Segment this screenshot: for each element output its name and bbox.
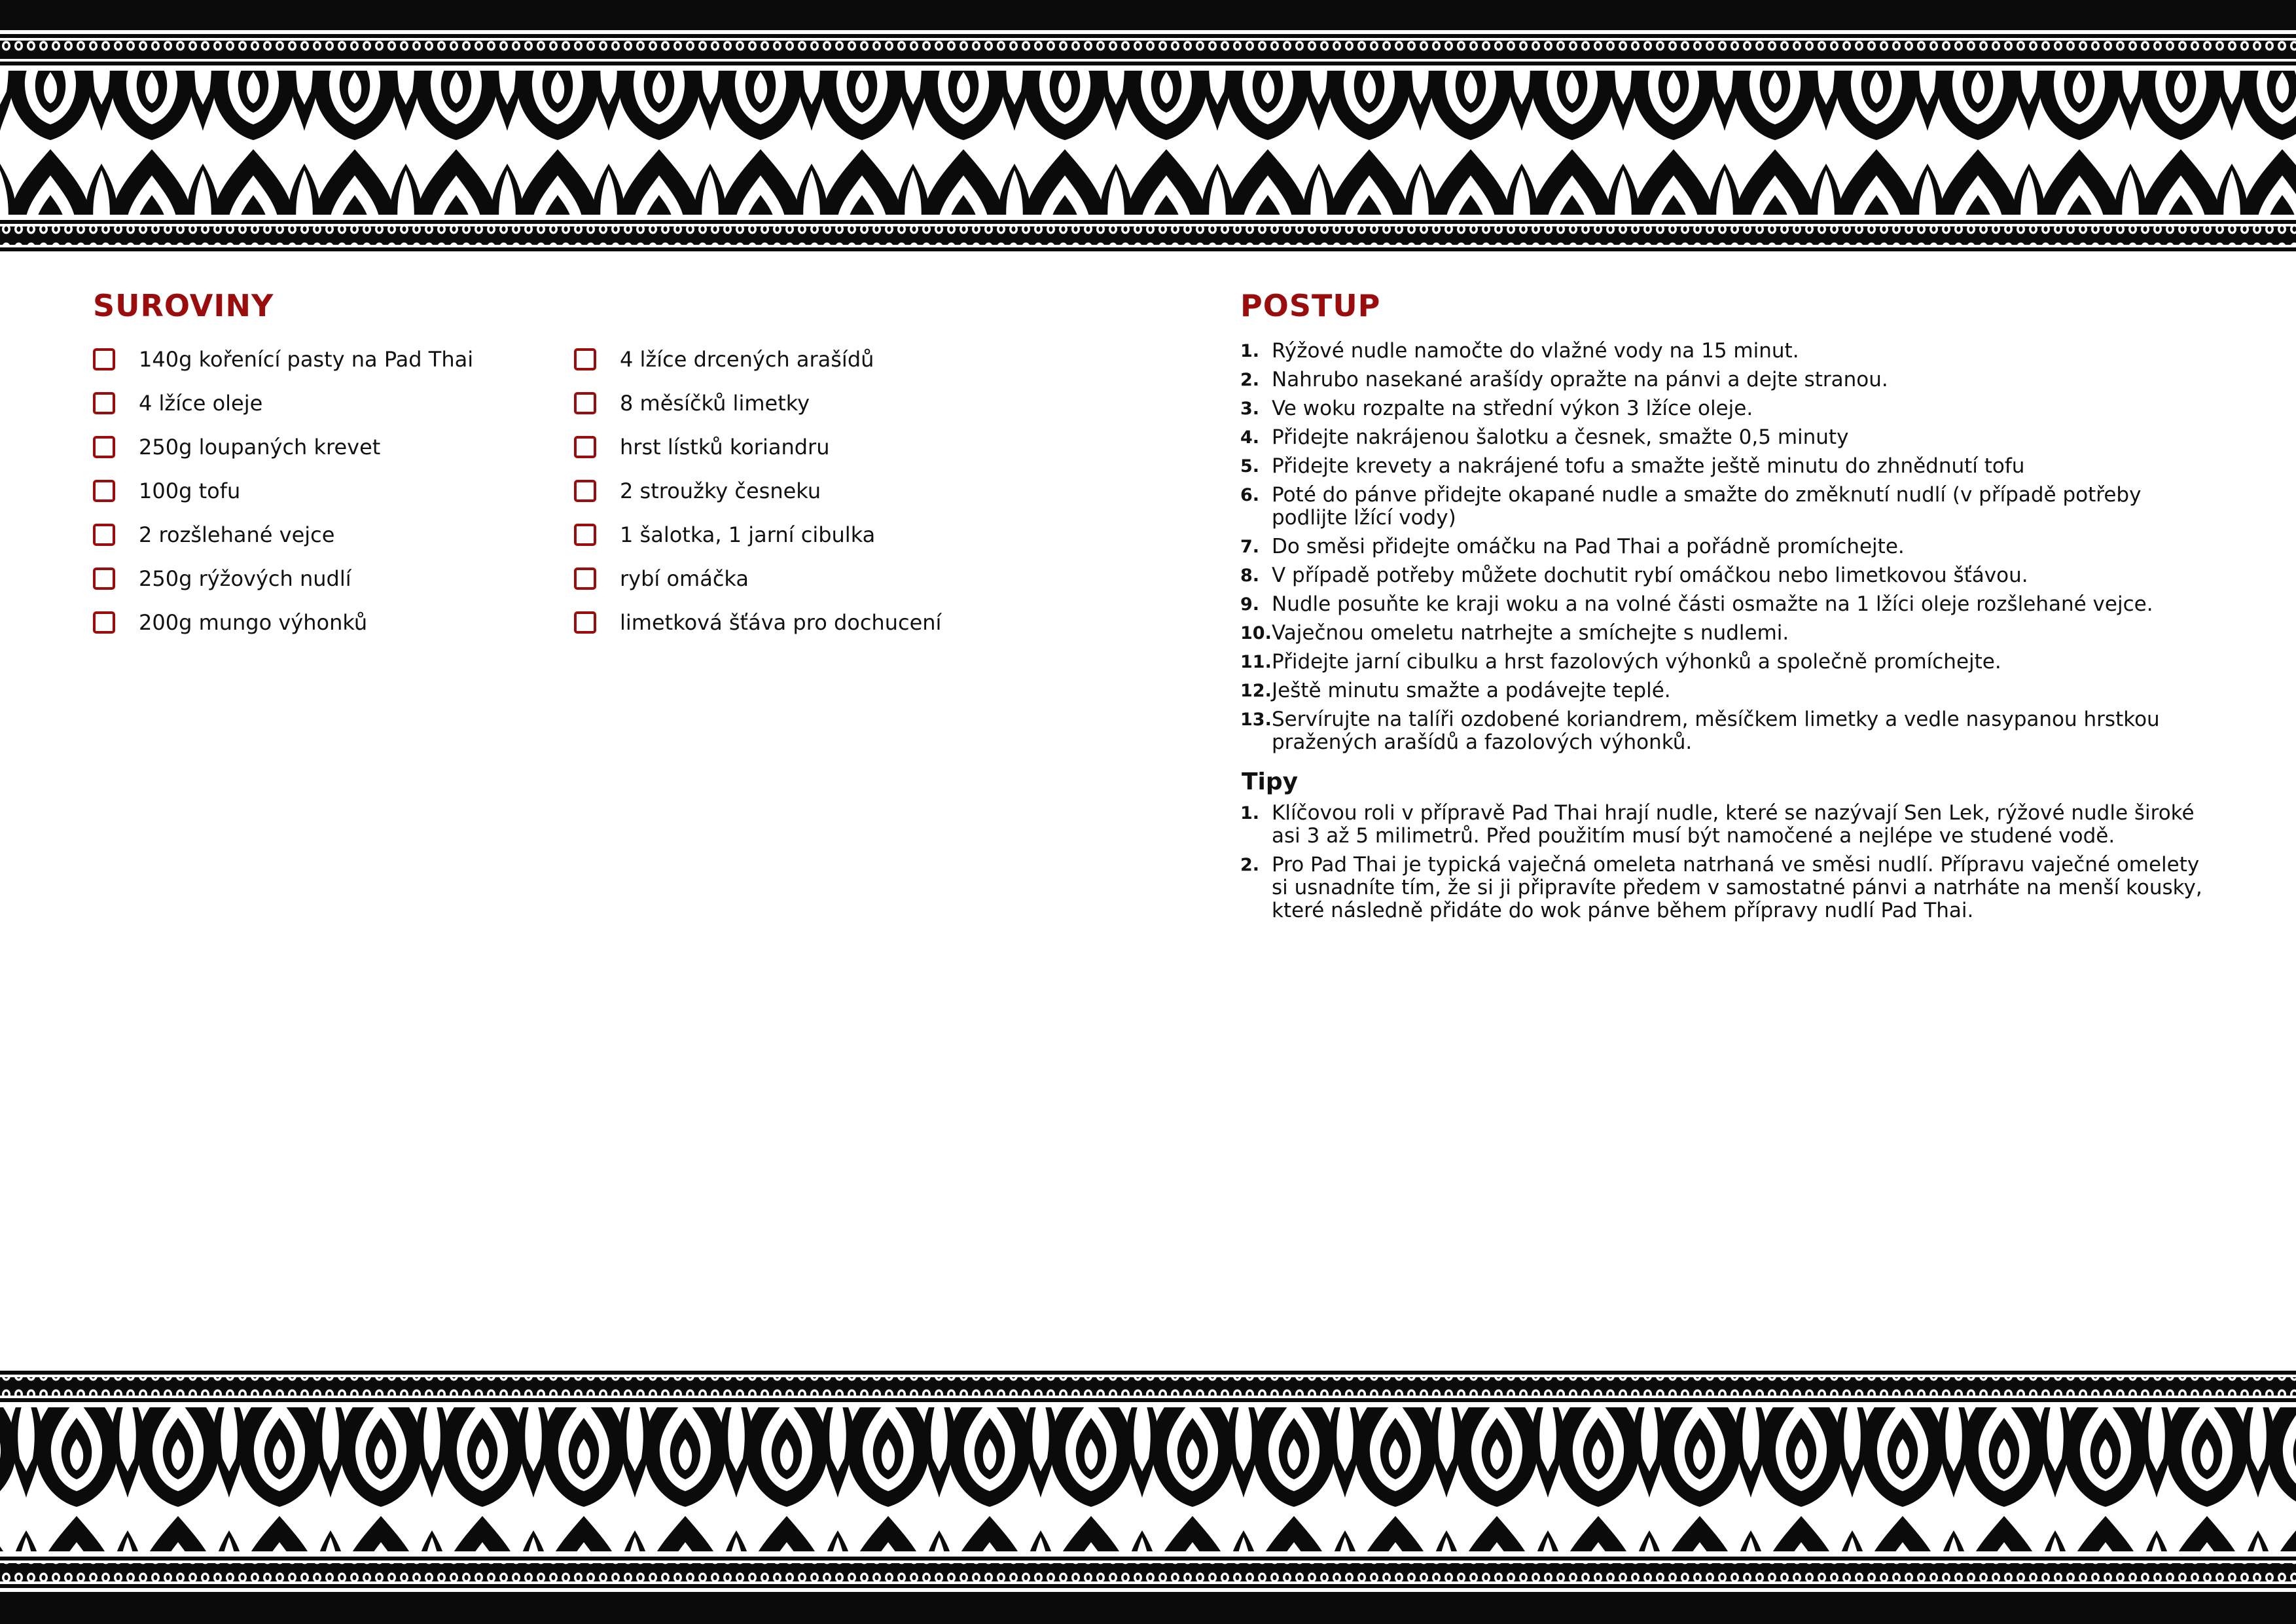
step-text: V případě potřeby můžete dochutit rybí omáčkou nebo limetkovou šťávou.: [1272, 564, 2028, 587]
step-number: 9.: [1240, 594, 1260, 615]
step-text: Servírujte na talíři ozdobené koriandrem, měsíčkem limetky a vedle nasypanou hrstkou pražených arašídů a fazolových výhonků.: [1272, 708, 2160, 754]
checkbox-icon[interactable]: [574, 524, 596, 546]
method-step: [1240, 340, 2209, 363]
checkbox-icon[interactable]: [93, 436, 115, 458]
step-number: 12.: [1240, 681, 1272, 701]
method-step: [1240, 651, 2209, 674]
ingredient-item[interactable]: [574, 381, 941, 425]
step-text: Vaječnou omeletu natrhejte a smíchejte s nudlemi.: [1272, 621, 1789, 645]
thai-ornament-bottom-icon: [0, 1367, 2296, 1624]
method-step: [1240, 679, 2209, 702]
ingredient-label: 100g tofu: [139, 478, 241, 503]
step-text: Nudle posuňte ke kraji woku a na volné části osmažte na 1 lžíci oleje rozšlehané vejce.: [1272, 592, 2153, 616]
checkbox-icon[interactable]: [574, 392, 596, 414]
ingredient-item[interactable]: [574, 600, 941, 644]
checkbox-icon[interactable]: [93, 348, 115, 370]
tips-title: Tipy: [1242, 768, 1299, 795]
step-number: 1.: [1240, 341, 1260, 361]
checkbox-icon[interactable]: [93, 392, 115, 414]
ingredient-label: hrst lístků koriandru: [620, 434, 830, 460]
ingredient-item[interactable]: [574, 337, 941, 381]
step-number: 8.: [1240, 566, 1260, 586]
step-number: 5.: [1240, 456, 1260, 477]
method-step: [1240, 535, 2209, 558]
ingredient-item[interactable]: [93, 337, 473, 381]
top-ornament-border: [0, 0, 2296, 257]
step-text: Přidejte jarní cibulku a hrst fazolových výhonků a společně promíchejte.: [1272, 650, 2001, 674]
ingredient-label: 200g mungo výhonků: [139, 609, 368, 635]
ingredient-label: 2 stroužky česneku: [620, 478, 821, 503]
ingredient-item[interactable]: [574, 469, 941, 513]
checkbox-icon[interactable]: [574, 480, 596, 502]
step-number: 6.: [1240, 485, 1260, 505]
ingredients-list-column-1: [93, 337, 473, 644]
step-text: Přidejte nakrájenou šalotku a česnek, smažte 0,5 minuty: [1272, 425, 1849, 449]
ingredient-item[interactable]: [93, 381, 473, 425]
ingredient-label: rybí omáčka: [620, 566, 749, 591]
method-step: [1240, 593, 2209, 616]
step-number: 13.: [1240, 710, 1272, 730]
ingredient-item[interactable]: [574, 425, 941, 469]
checkbox-icon[interactable]: [93, 480, 115, 502]
step-number: 3.: [1240, 399, 1260, 419]
ingredient-label: 250g loupaných krevet: [139, 434, 381, 460]
ingredient-item[interactable]: [574, 556, 941, 600]
step-number: 11.: [1240, 652, 1272, 672]
ingredients-title: SUROVINY: [93, 288, 274, 323]
step-text: Přidejte krevety a nakrájené tofu a smažte ještě minutu do zhnědnutí tofu: [1272, 454, 2025, 478]
ingredient-item[interactable]: [93, 513, 473, 556]
method-step: [1240, 484, 2209, 530]
step-text: Ve woku rozpalte na střední výkon 3 lžíce oleje.: [1272, 397, 1753, 420]
checkbox-icon[interactable]: [574, 568, 596, 590]
method-steps-list: [1240, 340, 2209, 760]
checkbox-icon[interactable]: [574, 611, 596, 634]
method-step: [1240, 369, 2209, 391]
ingredient-item[interactable]: [93, 469, 473, 513]
tips-list: [1240, 802, 2209, 928]
ingredient-label: 140g kořenící pasty na Pad Thai: [139, 346, 474, 372]
method-step: [1240, 397, 2209, 420]
method-step: [1240, 455, 2209, 478]
checkbox-icon[interactable]: [93, 568, 115, 590]
method-step: [1240, 708, 2209, 754]
ingredient-item[interactable]: [93, 556, 473, 600]
method-step: [1240, 564, 2209, 587]
method-step: [1240, 426, 2209, 449]
checkbox-icon[interactable]: [574, 436, 596, 458]
ingredients-list-column-2: [574, 337, 941, 644]
ingredient-label: 2 rozšlehané vejce: [139, 522, 335, 547]
tip-text: Pro Pad Thai je typická vaječná omeleta natrhaná ve směsi nudlí. Přípravu vaječné omelety si usnadníte tím, že si ji připravíte předem v samostatné pánvi a natrháte na menší kousky, které následně přidáte do wok pánve během přípravy nudlí Pad Thai.: [1272, 853, 2202, 922]
step-number: 7.: [1240, 537, 1260, 557]
ingredient-label: 4 lžíce drcených arašídů: [620, 346, 874, 372]
step-number: 4.: [1240, 427, 1260, 448]
bottom-ornament-border: [0, 1367, 2296, 1624]
step-text: Ještě minutu smažte a podávejte teplé.: [1272, 679, 1671, 702]
step-number: 2.: [1240, 370, 1260, 390]
tip-item: [1240, 854, 2209, 922]
ingredient-item[interactable]: [93, 600, 473, 644]
method-step: [1240, 622, 2209, 645]
thai-ornament-top-icon: [0, 0, 2296, 257]
checkbox-icon[interactable]: [93, 611, 115, 634]
ingredient-label: 4 lžíce oleje: [139, 390, 263, 416]
ingredient-label: limetková šťáva pro dochucení: [620, 609, 942, 635]
ingredient-label: 8 měsíčků limetky: [620, 390, 810, 416]
checkbox-icon[interactable]: [93, 524, 115, 546]
ingredient-label: 250g rýžových nudlí: [139, 566, 351, 591]
tip-number: 1.: [1240, 803, 1260, 823]
step-number: 10.: [1240, 623, 1272, 643]
ingredient-label: 1 šalotka, 1 jarní cibulka: [620, 522, 876, 547]
tip-number: 2.: [1240, 855, 1260, 875]
tip-item: [1240, 802, 2209, 848]
step-text: Nahrubo nasekané arašídy opražte na pánvi a dejte stranou.: [1272, 368, 1888, 391]
ingredient-item[interactable]: [574, 513, 941, 556]
tip-text: Klíčovou roli v přípravě Pad Thai hrají nudle, které se nazývají Sen Lek, rýžové nudle široké asi 3 až 5 milimetrů. Před použitím musí být namočené a nejlépe ve studené vodě.: [1272, 801, 2195, 848]
checkbox-icon[interactable]: [574, 348, 596, 370]
step-text: Poté do pánve přidejte okapané nudle a smažte do změknutí nudlí (v případě potřeby podlijte lžící vody): [1272, 483, 2142, 530]
ingredient-item[interactable]: [93, 425, 473, 469]
step-text: Do směsi přidejte omáčku na Pad Thai a pořádně promíchejte.: [1272, 535, 1905, 558]
step-text: Rýžové nudle namočte do vlažné vody na 15 minut.: [1272, 339, 1799, 363]
method-title: POSTUP: [1240, 288, 1381, 323]
